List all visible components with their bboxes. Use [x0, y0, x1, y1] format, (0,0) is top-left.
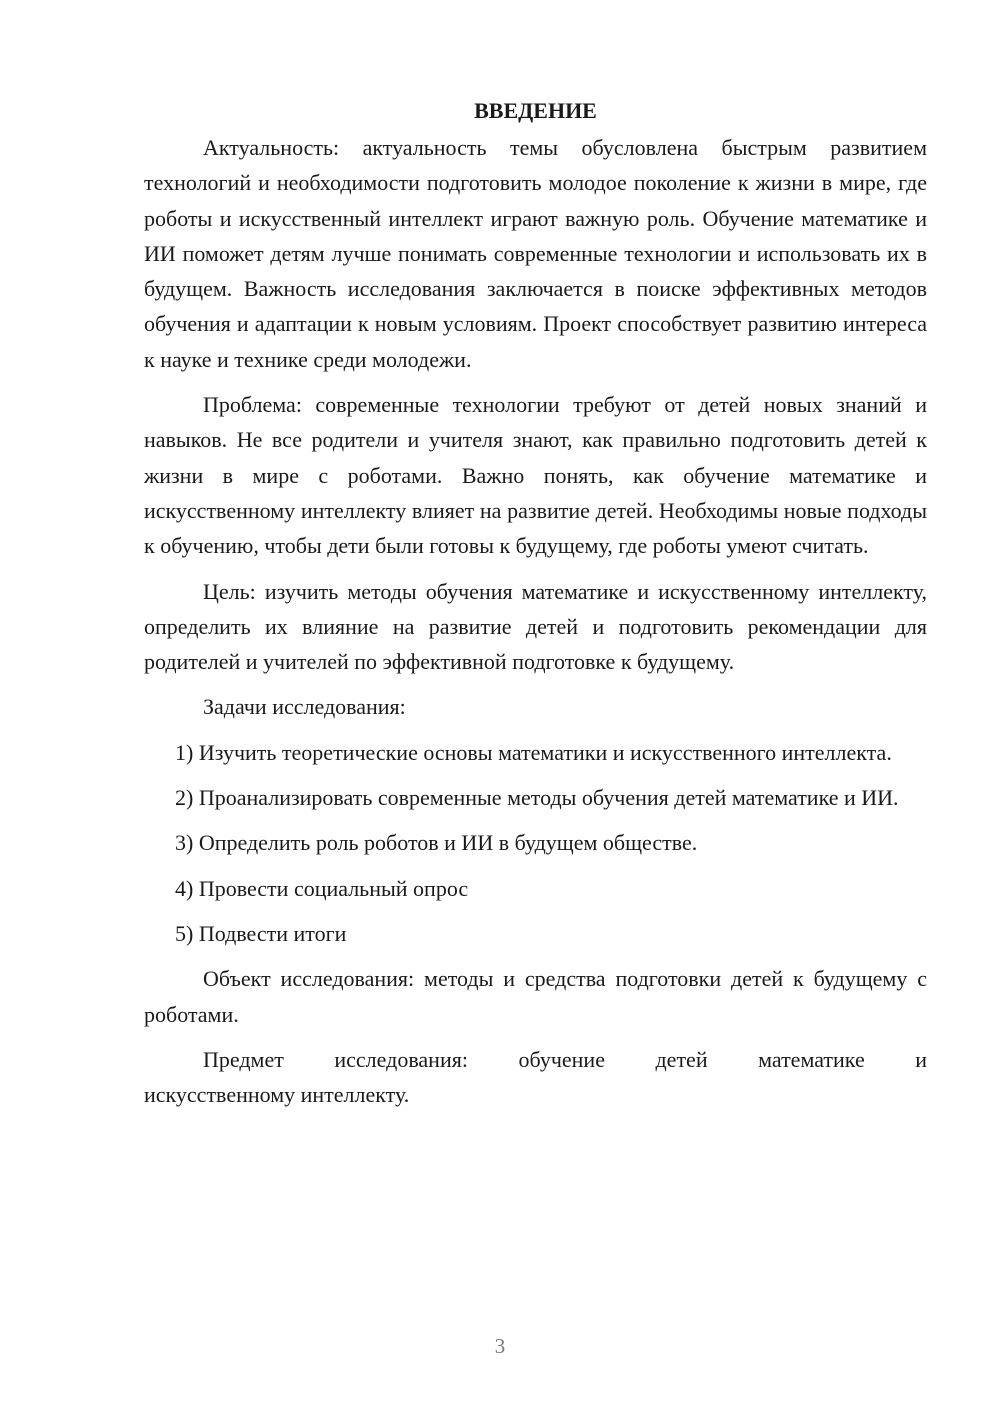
- subject-line-2: искусственному интеллекту.: [144, 1082, 410, 1108]
- task-item-5: 5) Подвести итоги: [175, 920, 347, 946]
- task-item-2: 2) Проанализировать современные методы обучения детей математике и ИИ.: [175, 785, 899, 811]
- problem-paragraph: Проблема: современные технологии требуют от детей новых знаний и навыков. Не все родители и учителя знают, как правильно подготовить детей к жизни в мире с роботами. Важно понять, как обучение математике и искусственному интеллекту влияет на развитие детей. Необходимы новые подходы к обучению, чтобы дети были готовы к будущему, где роботы умеют считать.: [144, 392, 927, 559]
- task-item-3: 3) Определить роль роботов и ИИ в будущем обществе.: [175, 830, 698, 856]
- object-paragraph: Объект исследования: методы и средства подготовки детей к будущему с роботами.: [144, 966, 927, 1027]
- page-title: ВВЕДЕНИЕ: [474, 98, 597, 123]
- subject-line-1: Предмет исследования: обучение детей математике и: [203, 1046, 927, 1072]
- document-page: [144, 93, 927, 1112]
- task-item-1: 1) Изучить теоретические основы математики и искусственного интеллекта.: [175, 739, 892, 765]
- page-number: 3: [494, 1334, 506, 1358]
- relevance-paragraph: Актуальность: актуальность темы обусловлена быстрым развитием технологий и необходимости подготовить молодое поколение к жизни в мире, где роботы и искусственный интеллект играют важную роль. Обучение математике и ИИ поможет детям лучше понимать современные технологии и использовать их в будущем. Важность исследования заключается в поиске эффективных методов обучения и адаптации к новым условиям. Проект способствует развитию интереса к науке и технике среди молодежи.: [144, 135, 927, 372]
- goal-paragraph: Цель: изучить методы обучения математике и искусственному интеллекту, определить их влияние на развитие детей и подготовить рекомендации для родителей и учителей по эффективной подготовке к будущему.: [144, 578, 927, 675]
- task-item-4: 4) Провести социальный опрос: [175, 875, 469, 901]
- tasks-heading: Задачи исследования:: [203, 694, 406, 720]
- subject-paragraph: [144, 1042, 927, 1113]
